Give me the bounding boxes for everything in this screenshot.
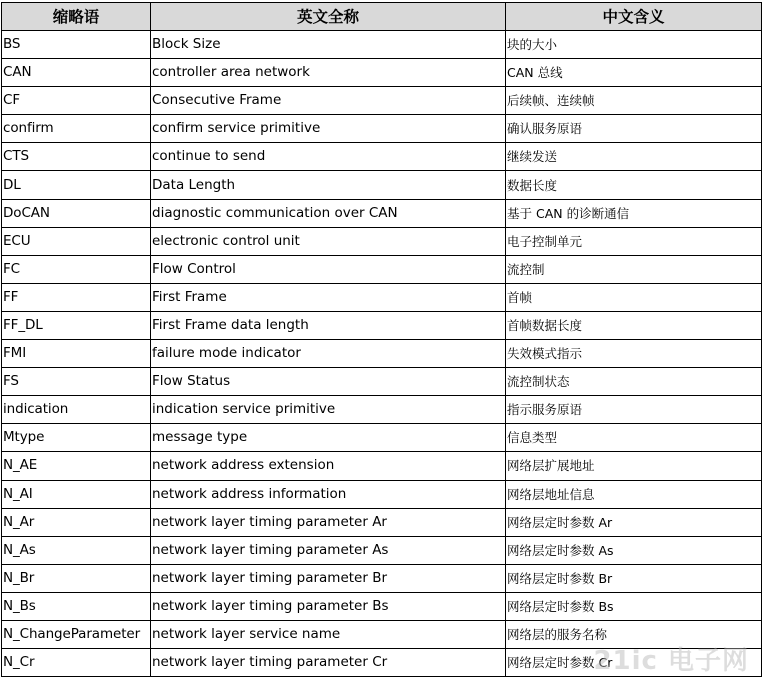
cell-english-full-name: Flow Control: [151, 255, 506, 283]
cell-chinese-meaning: 电子控制单元: [506, 227, 762, 255]
cell-english-full-name: diagnostic communication over CAN: [151, 199, 506, 227]
cell-abbreviation: BS: [2, 31, 151, 59]
cell-english-full-name: First Frame: [151, 283, 506, 311]
cell-abbreviation: Mtype: [2, 424, 151, 452]
table-row: [2, 536, 762, 564]
cell-chinese-meaning: 网络层定时参数 As: [506, 536, 762, 564]
cell-english-full-name: network layer timing parameter Br: [151, 564, 506, 592]
cell-english-full-name: controller area network: [151, 59, 506, 87]
cell-chinese-meaning: 指示服务原语: [506, 396, 762, 424]
cell-abbreviation: CTS: [2, 143, 151, 171]
table-row: [2, 592, 762, 620]
cell-abbreviation: N_AE: [2, 452, 151, 480]
cell-chinese-meaning: 网络层的服务名称: [506, 620, 762, 648]
table-row: [2, 508, 762, 536]
cell-english-full-name: Consecutive Frame: [151, 87, 506, 115]
cell-chinese-meaning: 网络层地址信息: [506, 480, 762, 508]
cell-abbreviation: N_Br: [2, 564, 151, 592]
cell-english-full-name: network layer timing parameter Ar: [151, 508, 506, 536]
cell-chinese-meaning: 首帧数据长度: [506, 311, 762, 339]
table-row: [2, 171, 762, 199]
cell-chinese-meaning: 网络层定时参数 Br: [506, 564, 762, 592]
cell-abbreviation: FS: [2, 368, 151, 396]
cell-english-full-name: network layer timing parameter As: [151, 536, 506, 564]
table-row: [2, 31, 762, 59]
cell-chinese-meaning: 确认服务原语: [506, 115, 762, 143]
cell-abbreviation: FMI: [2, 340, 151, 368]
cell-chinese-meaning: 网络层定时参数 Ar: [506, 508, 762, 536]
table-row: [2, 255, 762, 283]
table-row: [2, 480, 762, 508]
cell-abbreviation: N_AI: [2, 480, 151, 508]
cell-abbreviation: ECU: [2, 227, 151, 255]
cell-chinese-meaning: 网络层定时参数 Bs: [506, 592, 762, 620]
cell-abbreviation: N_ChangeParameter: [2, 620, 151, 648]
table-header-row: [2, 3, 762, 31]
table-row: [2, 311, 762, 339]
cell-english-full-name: network address information: [151, 480, 506, 508]
cell-abbreviation: FF: [2, 283, 151, 311]
header-chinese-meaning: 中文含义: [506, 3, 762, 31]
cell-chinese-meaning: 网络层扩展地址: [506, 452, 762, 480]
cell-abbreviation: FC: [2, 255, 151, 283]
cell-english-full-name: First Frame data length: [151, 311, 506, 339]
cell-english-full-name: confirm service primitive: [151, 115, 506, 143]
cell-chinese-meaning: 失效模式指示: [506, 340, 762, 368]
table-row: [2, 620, 762, 648]
table-row: [2, 368, 762, 396]
table-row: [2, 199, 762, 227]
table-row: [2, 452, 762, 480]
header-english-full-name: 英文全称: [151, 3, 506, 31]
cell-english-full-name: indication service primitive: [151, 396, 506, 424]
cell-chinese-meaning: 流控制状态: [506, 368, 762, 396]
table-row: [2, 424, 762, 452]
cell-chinese-meaning: 流控制: [506, 255, 762, 283]
table-row: [2, 115, 762, 143]
table-body: [2, 31, 762, 677]
cell-chinese-meaning: 继续发送: [506, 143, 762, 171]
cell-english-full-name: failure mode indicator: [151, 340, 506, 368]
table-row: [2, 143, 762, 171]
table-row: [2, 564, 762, 592]
table-row: [2, 340, 762, 368]
cell-english-full-name: Block Size: [151, 31, 506, 59]
cell-english-full-name: network layer timing parameter Bs: [151, 592, 506, 620]
cell-abbreviation: N_Cr: [2, 649, 151, 677]
watermark: 21ic 电子网: [593, 646, 749, 676]
cell-english-full-name: network address extension: [151, 452, 506, 480]
abbreviation-table: [1, 2, 762, 677]
header-abbreviation: 缩略语: [2, 3, 151, 31]
cell-english-full-name: Data Length: [151, 171, 506, 199]
table-row: [2, 59, 762, 87]
cell-chinese-meaning: 基于 CAN 的诊断通信: [506, 199, 762, 227]
table-row: [2, 396, 762, 424]
cell-chinese-meaning: 数据长度: [506, 171, 762, 199]
cell-chinese-meaning: 首帧: [506, 283, 762, 311]
cell-abbreviation: CF: [2, 87, 151, 115]
cell-chinese-meaning: 后续帧、连续帧: [506, 87, 762, 115]
cell-english-full-name: network layer timing parameter Cr: [151, 649, 506, 677]
table-row: [2, 283, 762, 311]
cell-abbreviation: N_As: [2, 536, 151, 564]
cell-english-full-name: Flow Status: [151, 368, 506, 396]
cell-abbreviation: N_Bs: [2, 592, 151, 620]
cell-abbreviation: FF_DL: [2, 311, 151, 339]
cell-english-full-name: electronic control unit: [151, 227, 506, 255]
cell-english-full-name: message type: [151, 424, 506, 452]
cell-english-full-name: continue to send: [151, 143, 506, 171]
cell-english-full-name: network layer service name: [151, 620, 506, 648]
table-row: [2, 227, 762, 255]
cell-chinese-meaning: CAN 总线: [506, 59, 762, 87]
cell-abbreviation: CAN: [2, 59, 151, 87]
cell-abbreviation: N_Ar: [2, 508, 151, 536]
cell-chinese-meaning: 块的大小: [506, 31, 762, 59]
cell-chinese-meaning: 信息类型: [506, 424, 762, 452]
cell-abbreviation: indication: [2, 396, 151, 424]
cell-abbreviation: DoCAN: [2, 199, 151, 227]
cell-chinese-meaning: 网络层定时参数 Cr: [506, 649, 762, 677]
table-row: [2, 87, 762, 115]
cell-abbreviation: confirm: [2, 115, 151, 143]
table-row: [2, 649, 762, 677]
cell-abbreviation: DL: [2, 171, 151, 199]
